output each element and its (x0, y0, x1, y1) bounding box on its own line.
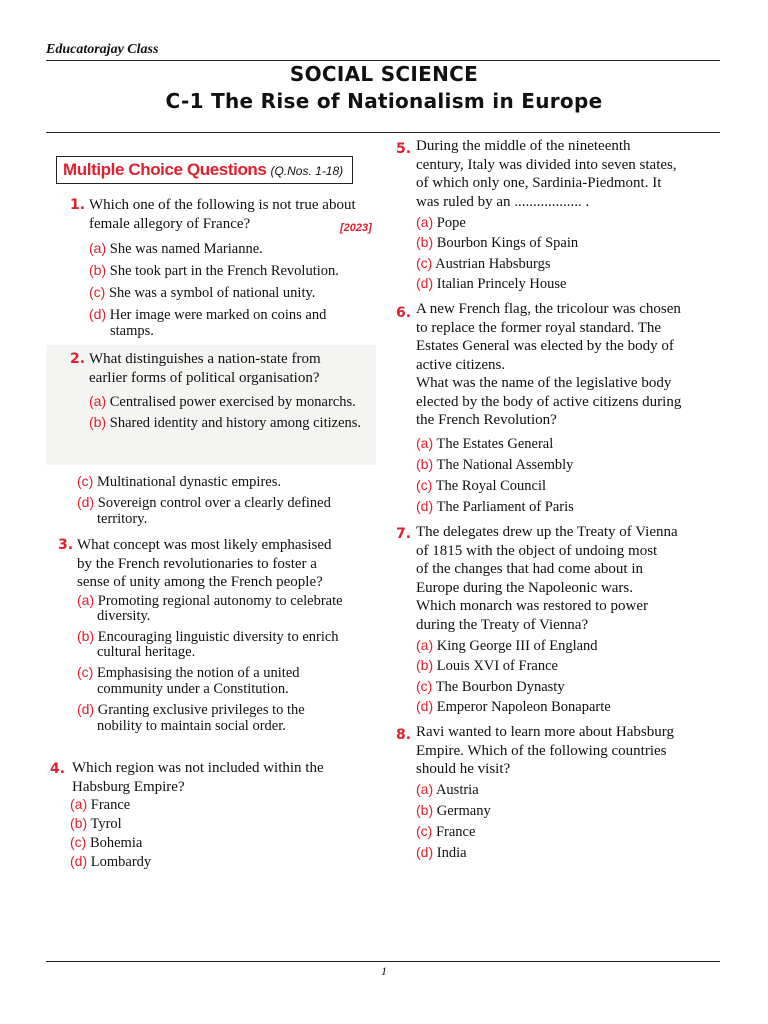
option-d-continued: territory. (97, 511, 148, 527)
question-text: Empire. Which of the following countries (416, 742, 667, 759)
section-title: Multiple Choice Questions (63, 160, 267, 179)
option-d: (d) Italian Princely House (416, 275, 567, 292)
option-a-continued: diversity. (97, 608, 151, 624)
option-a: (a) Pope (416, 214, 466, 231)
question-number: 6. (396, 305, 412, 321)
question-text: A new French flag, the tricolour was chosen (416, 301, 681, 317)
option-c: (c) Bohemia (70, 834, 143, 851)
header-rule-bottom (46, 132, 720, 133)
option-b: (b) She took part in the French Revolution. (89, 262, 339, 279)
brand-name: Educatorajay Class (46, 42, 159, 57)
option-b: (b) Tyrol (70, 815, 122, 832)
question-text: of 1815 with the object of undoing most (416, 542, 658, 559)
question-text: What was the name of the legislative body (416, 375, 672, 391)
option-a: (a) Promoting regional autonomy to celebrate (77, 592, 343, 609)
option-a: (a) She was named Marianne. (89, 240, 263, 257)
year-tag: [2023] (340, 222, 372, 234)
page-number: 1 (381, 964, 387, 978)
option-a: (a) King George III of England (416, 637, 598, 654)
option-b: (b) Bourbon Kings of Spain (416, 234, 579, 251)
question-text: What concept was most likely emphasised (77, 537, 332, 553)
option-b: (b) Germany (416, 802, 491, 819)
option-a: (a) The Estates General (416, 435, 554, 452)
question-text: of the changes that had come about in (416, 561, 644, 577)
question-text: the French Revolution? (416, 412, 557, 428)
option-c-continued: community under a Constitution. (97, 681, 289, 697)
header-rule-top (46, 60, 720, 61)
option-c: (c) The Bourbon Dynasty (416, 678, 565, 695)
option-c: (c) Multinational dynastic empires. (77, 473, 281, 490)
question-number: 1. (70, 197, 86, 213)
option-c: (c) France (416, 823, 476, 840)
question-text: by the French revolutionaries to foster a (77, 555, 317, 572)
chapter-title: C-1 The Rise of Nationalism in Europe (165, 89, 603, 113)
question-text: Habsburg Empire? (72, 778, 185, 795)
question-text: was ruled by an .................. . (416, 193, 590, 210)
question-text: Which monarch was restored to power (416, 598, 649, 614)
question-number: 3. (58, 537, 74, 553)
option-d: (d) India (416, 844, 467, 861)
question-text: to replace the former royal standard. The (416, 319, 662, 336)
option-b: (b) The National Assembly (416, 456, 574, 473)
footer-rule (46, 961, 720, 962)
option-d: (d) Lombardy (70, 853, 152, 870)
option-a: (a) France (70, 796, 131, 813)
question-text: century, Italy was divided into seven states, (416, 156, 677, 173)
question-text: Which region was not included within the (72, 760, 324, 776)
subject-title: SOCIAL SCIENCE (289, 62, 479, 86)
option-a: (a) Centralised power exercised by monarchs. (89, 393, 356, 410)
question-text: earlier forms of political organisation? (89, 369, 320, 386)
question-text: active citizens. (416, 356, 506, 373)
question-number: 8. (396, 727, 412, 743)
option-b: (b) Louis XVI of France (416, 657, 558, 674)
question-text: Estates General was elected by the body of (416, 338, 674, 354)
option-c: (c) Austrian Habsburgs (416, 255, 551, 272)
question-number: 2. (70, 351, 86, 367)
option-d: (d) Granting exclusive privileges to the (77, 701, 305, 718)
question-text: During the middle of the nineteenth (416, 138, 631, 154)
question-text: Europe during the Napoleonic wars. (416, 579, 634, 596)
question-text: should he visit? (416, 761, 511, 777)
question-number: 7. (396, 526, 412, 542)
option-b-continued: cultural heritage. (97, 644, 196, 660)
question-text: Ravi wanted to learn more about Habsburg (416, 724, 674, 740)
question-text: female allegory of France? (89, 215, 251, 232)
section-range: (Q.Nos. 1-18) (270, 164, 344, 178)
option-c: (c) She was a symbol of national unity. (89, 284, 316, 301)
question-text: Which one of the following is not true about (89, 197, 356, 213)
question-text: sense of unity among the French people? (77, 574, 323, 590)
option-d: (d) Sovereign control over a clearly defined (77, 494, 331, 511)
option-d: (d) Emperor Napoleon Bonaparte (416, 698, 611, 715)
section-heading-box (56, 156, 353, 184)
option-c: (c) The Royal Council (416, 477, 547, 494)
option-b: (b) Shared identity and history among citizens. (89, 414, 362, 431)
option-b: (b) Encouraging linguistic diversity to enrich (77, 628, 339, 645)
question-text: of which only one, Sardinia-Piedmont. It (416, 175, 662, 191)
question-text: The delegates drew up the Treaty of Vienna (416, 524, 678, 540)
option-d-continued: nobility to maintain social order. (97, 718, 286, 734)
question-number: 5. (396, 141, 412, 157)
option-c: (c) Emphasising the notion of a united (77, 664, 300, 681)
question-number: 4. (50, 761, 66, 777)
question-text: elected by the body of active citizens during (416, 393, 682, 410)
option-d: (d) Her image were marked on coins and (89, 306, 327, 323)
question-text: What distinguishes a nation-state from (89, 351, 321, 367)
option-a: (a) Austria (416, 781, 479, 798)
question-text: during the Treaty of Vienna? (416, 616, 589, 633)
option-d: (d) The Parliament of Paris (416, 498, 574, 515)
option-d-continued: stamps. (110, 323, 154, 339)
